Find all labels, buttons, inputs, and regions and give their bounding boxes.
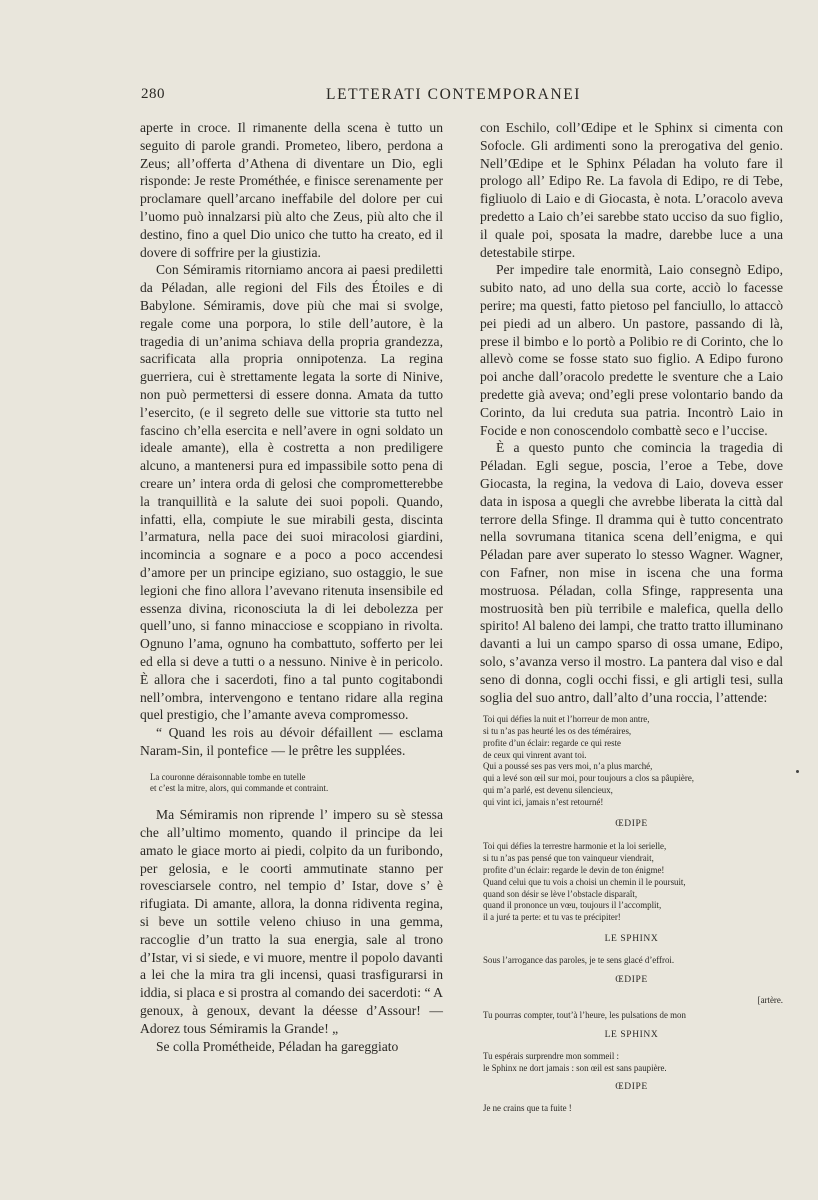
dialogue-line: le Sphinx ne dort jamais : son œil est sans paupière. <box>483 1062 667 1073</box>
left-column <box>140 119 443 1055</box>
paragraph: aperte in croce. Il rimanente della scena è tutto un seguito di parole grandi. Prometeo, libero, perdona a Zeus; all’offerta d’Athena di diventare un Dio, egli risponde: Je reste Prométhée, e finisce serenamente per proclamare quell’arcano ineffabile del dolore per cui l’uomo può innalzarsi più alto che Zeus, più alto che il destino, fino a quel Dio unico che tutto ha creato, ed il dovere di soffrire per la giustizia. <box>140 120 443 260</box>
paragraph: Per impedire tale enormità, Laio consegnò Edipo, subito nato, ad uno della sua corte, acciò lo facesse perire; ma questi, fatto pietoso pel fanciullo, lo attaccò pei piedi ad un albero. Un pastore, passando di là, prese il bimbo e lo portò a Polibio re di Corinto, che lo allevò come se fosse stato suo figlio. A Edipo furono poi anche dall’oracolo predette le sventure che a Laio predette già aveva; ond’egli prese volontario bando da Corinto, da lui creduta sua patria. Incontrò Laio in Focide e non conoscendolo combattè seco e l’uccise. <box>480 262 783 438</box>
verse-line: profite d’un éclair: regarde ce qui reste <box>483 737 621 748</box>
verse-line: profite d’un éclair: regarde le devin de ton énigme! <box>483 865 665 876</box>
verse-quote <box>150 772 443 796</box>
verse-line: si tu n’as pas heurté les os des téméraires, <box>483 726 632 737</box>
page-number: 280 <box>141 86 165 102</box>
speaker-name: ŒDIPE <box>615 1082 648 1093</box>
verse-line: qui vint ici, jamais n’est retourné! <box>483 796 604 807</box>
right-column <box>480 119 783 1115</box>
sphinx-verse <box>483 714 783 808</box>
verse-line: Toi qui défies la nuit et l’horreur de mon antre, <box>483 714 650 725</box>
oedipe-verse <box>483 841 783 924</box>
verse-line: quand il prononce un vœu, toujours il l’accomplit, <box>483 900 662 911</box>
paragraph: È a questo punto che comincia la tragedia di Péladan. Egli segue, poscia, l’eroe a Tebe, dove Giocasta, la regina, la vedova di Laio, doveva esser data in isposa a quegli che avrebbe liberata la città dal terrore della Sfinge. Il dramma qui è tutto concentrato nella sovrumana titanica scena dell’enigma, e qui Péladan pare aver superato lo stesso Wagner. Wagner, con Fafner, non mise in iscena che una forma mostruosa. Péladan, colla Sfinge, rappresenta una mostruosità ben più terribile e malefica, quella dello spirito! Al baleno dei lampi, che tratto tratto illuminano davanti a lui un campo sparso di ossa umane, Edipo, solo, s’avanza verso il mostro. La pantera dal viso e dal seno di donna, cogli occhi fissi, e gli artigli tesi, sulla soglia del suo antro, dall’alto d’una roccia, l’attende: <box>480 440 783 705</box>
paragraph: Con Sémiramis ritorniamo ancora ai paesi prediletti da Péladan, alle regioni del Fils des Étoiles e di Babylone. Sémiramis, dove più che mai si svolge, regale come una porpora, lo stile dell’autore, è la tragedia di un’anima schiava della propria grandezza, sacrificata alla propria onnipotenza. La regina guerriera, cui è strettamente legata la sorte di Ninive, non può permettersi di essere donna. Amata da tutto l’esercito, (e il segreto delle sue vittorie sta tutto nel fascino ch’ella esercita e nell’avere in ogni soldato un ideale amante), ella è costretta a non prediligere alcuno, a mantenersi pura ed impassibile sotto pena di creare un’ intera orda di gelosi che comprometterebbe la tranquillità e la salute dei suoi popoli. Quando, infatti, ella, compiute le sue mirabili gesta, discinta l’armatura, nella pace dei suoi miracolosi giardini, incomincia a sognare e a poco a poco accendesi d’amore per un principe egiziano, suo ostaggio, le sue legioni che fino allora l’avevano ritenuta insensibile ed essenza divina, riconosciuta la di lei debolezza per quell’uno, si fanno minacciose e scoppiano in rivolta. Ognuno l’ama, ognuno ha combattuto, sofferto per lei ed ella si deve a tutti o a nessuno. Ninive è in pericolo. È allora che i sacerdoti, fino a tal punto cogitabondi nell’ombra, intervengono e tentano ridare alla regina quel prestigio, che l’amante aveva compromesso. <box>140 262 443 723</box>
verse-continuation-note: [artère. <box>757 995 783 1006</box>
verse-line: et c’est la mitre, alors, qui commande et contraint. <box>150 783 329 794</box>
verse-line: il a juré ta perte: et tu vas te précipiter! <box>483 912 621 923</box>
verse-line: Qui a poussé ses pas vers moi, n’a plus marché, <box>483 761 653 772</box>
verse-line: Toi qui défies la terrestre harmonie et la loi serielle, <box>483 841 667 852</box>
paragraph: con Eschilo, coll’Œdipe et le Sphinx si cimenta con Sofocle. Gli ardimenti sono la prerogativa del genio. Nell’Œdipe et le Sphinx Péladan ha voluto fare il prologo all’ Edipo Re. La favola di Edipo, re di Tebe, figliuolo di Laio e di Giocasta, è nota. L’oracolo aveva predetto a Laio ch’ei sarebbe stato ucciso da suo figlio, il quale poi, sposata la madre, darebbe luce a una detestabile stirpe. <box>480 120 783 260</box>
speaker-name: LE SPHINX <box>604 1030 659 1041</box>
verse-line: qui a levé son œil sur moi, pour toujours a clos sa pâupière, <box>483 773 694 784</box>
header-title: LETTERATI CONTEMPORANEI <box>326 86 582 103</box>
speaker-name: ŒDIPE <box>615 974 648 985</box>
verse-line: qui m’a parlé, est devenu silencieux, <box>483 785 613 796</box>
running-head <box>0 86 818 108</box>
ink-spot <box>796 770 799 773</box>
paragraph: Ma Sémiramis non riprende l’ impero su sè stessa che all’ultimo momento, quando il principe da lei amato le giace morto ai piedi, colpito da un furibondo, per gelosia, e le coorti ammutinate stanno per rovesciarsele contro, nel tempio d’ Istar, dove s’ è rifugiata. Di amante, allora, la donna ridiventa regina, si beve un sottile veleno chiuso in una gemma, raccoglie d’un tratto la sua energia, sale al trono d’Istar, vi si siede, e vi muore, mentre il popolo davanti a lei che la mira tra gli incensi, quasi trasfigurarsi in iddia, si placa e si prostra al comando dei sacerdoti: “ A genoux, à genoux, devant la déesse d’Assour! — Adorez tous Sémiramis la Grande! „ <box>140 807 443 1036</box>
dialogue-line: Je ne crains que ta fuite ! <box>483 1103 572 1114</box>
verse-line: quand son désir se lève l’obstacle disparaît, <box>483 888 638 899</box>
verse-line: de ceux qui vinrent avant toi. <box>483 749 587 760</box>
dialogue-line: Tu pourras compter, tout’à l’heure, les pulsations de mon <box>483 1010 686 1021</box>
verse-line: si tu n’as pas pensé que ton vainqueur viendrait, <box>483 853 654 864</box>
dialogue-line: Tu espérais surprendre mon sommeil : <box>483 1050 619 1061</box>
paragraph: Se colla Prométheide, Péladan ha gareggiato <box>156 1038 399 1054</box>
verse-line: Quand celui que tu vois a choisi un chemin il le poursuit, <box>483 876 686 887</box>
paragraph: “ Quand les rois au dévoir défaillent — esclama Naram-Sin, il pontefice — le prêtre les supplées. <box>140 725 443 758</box>
speaker-name: LE SPHINX <box>604 934 659 945</box>
verse-line: La couronne déraisonnable tombe en tutelle <box>150 771 306 782</box>
speaker-name: ŒDIPE <box>615 818 648 829</box>
dialogue-line: Sous l’arrogance das paroles, je te sens glacé d’effroi. <box>483 954 675 965</box>
